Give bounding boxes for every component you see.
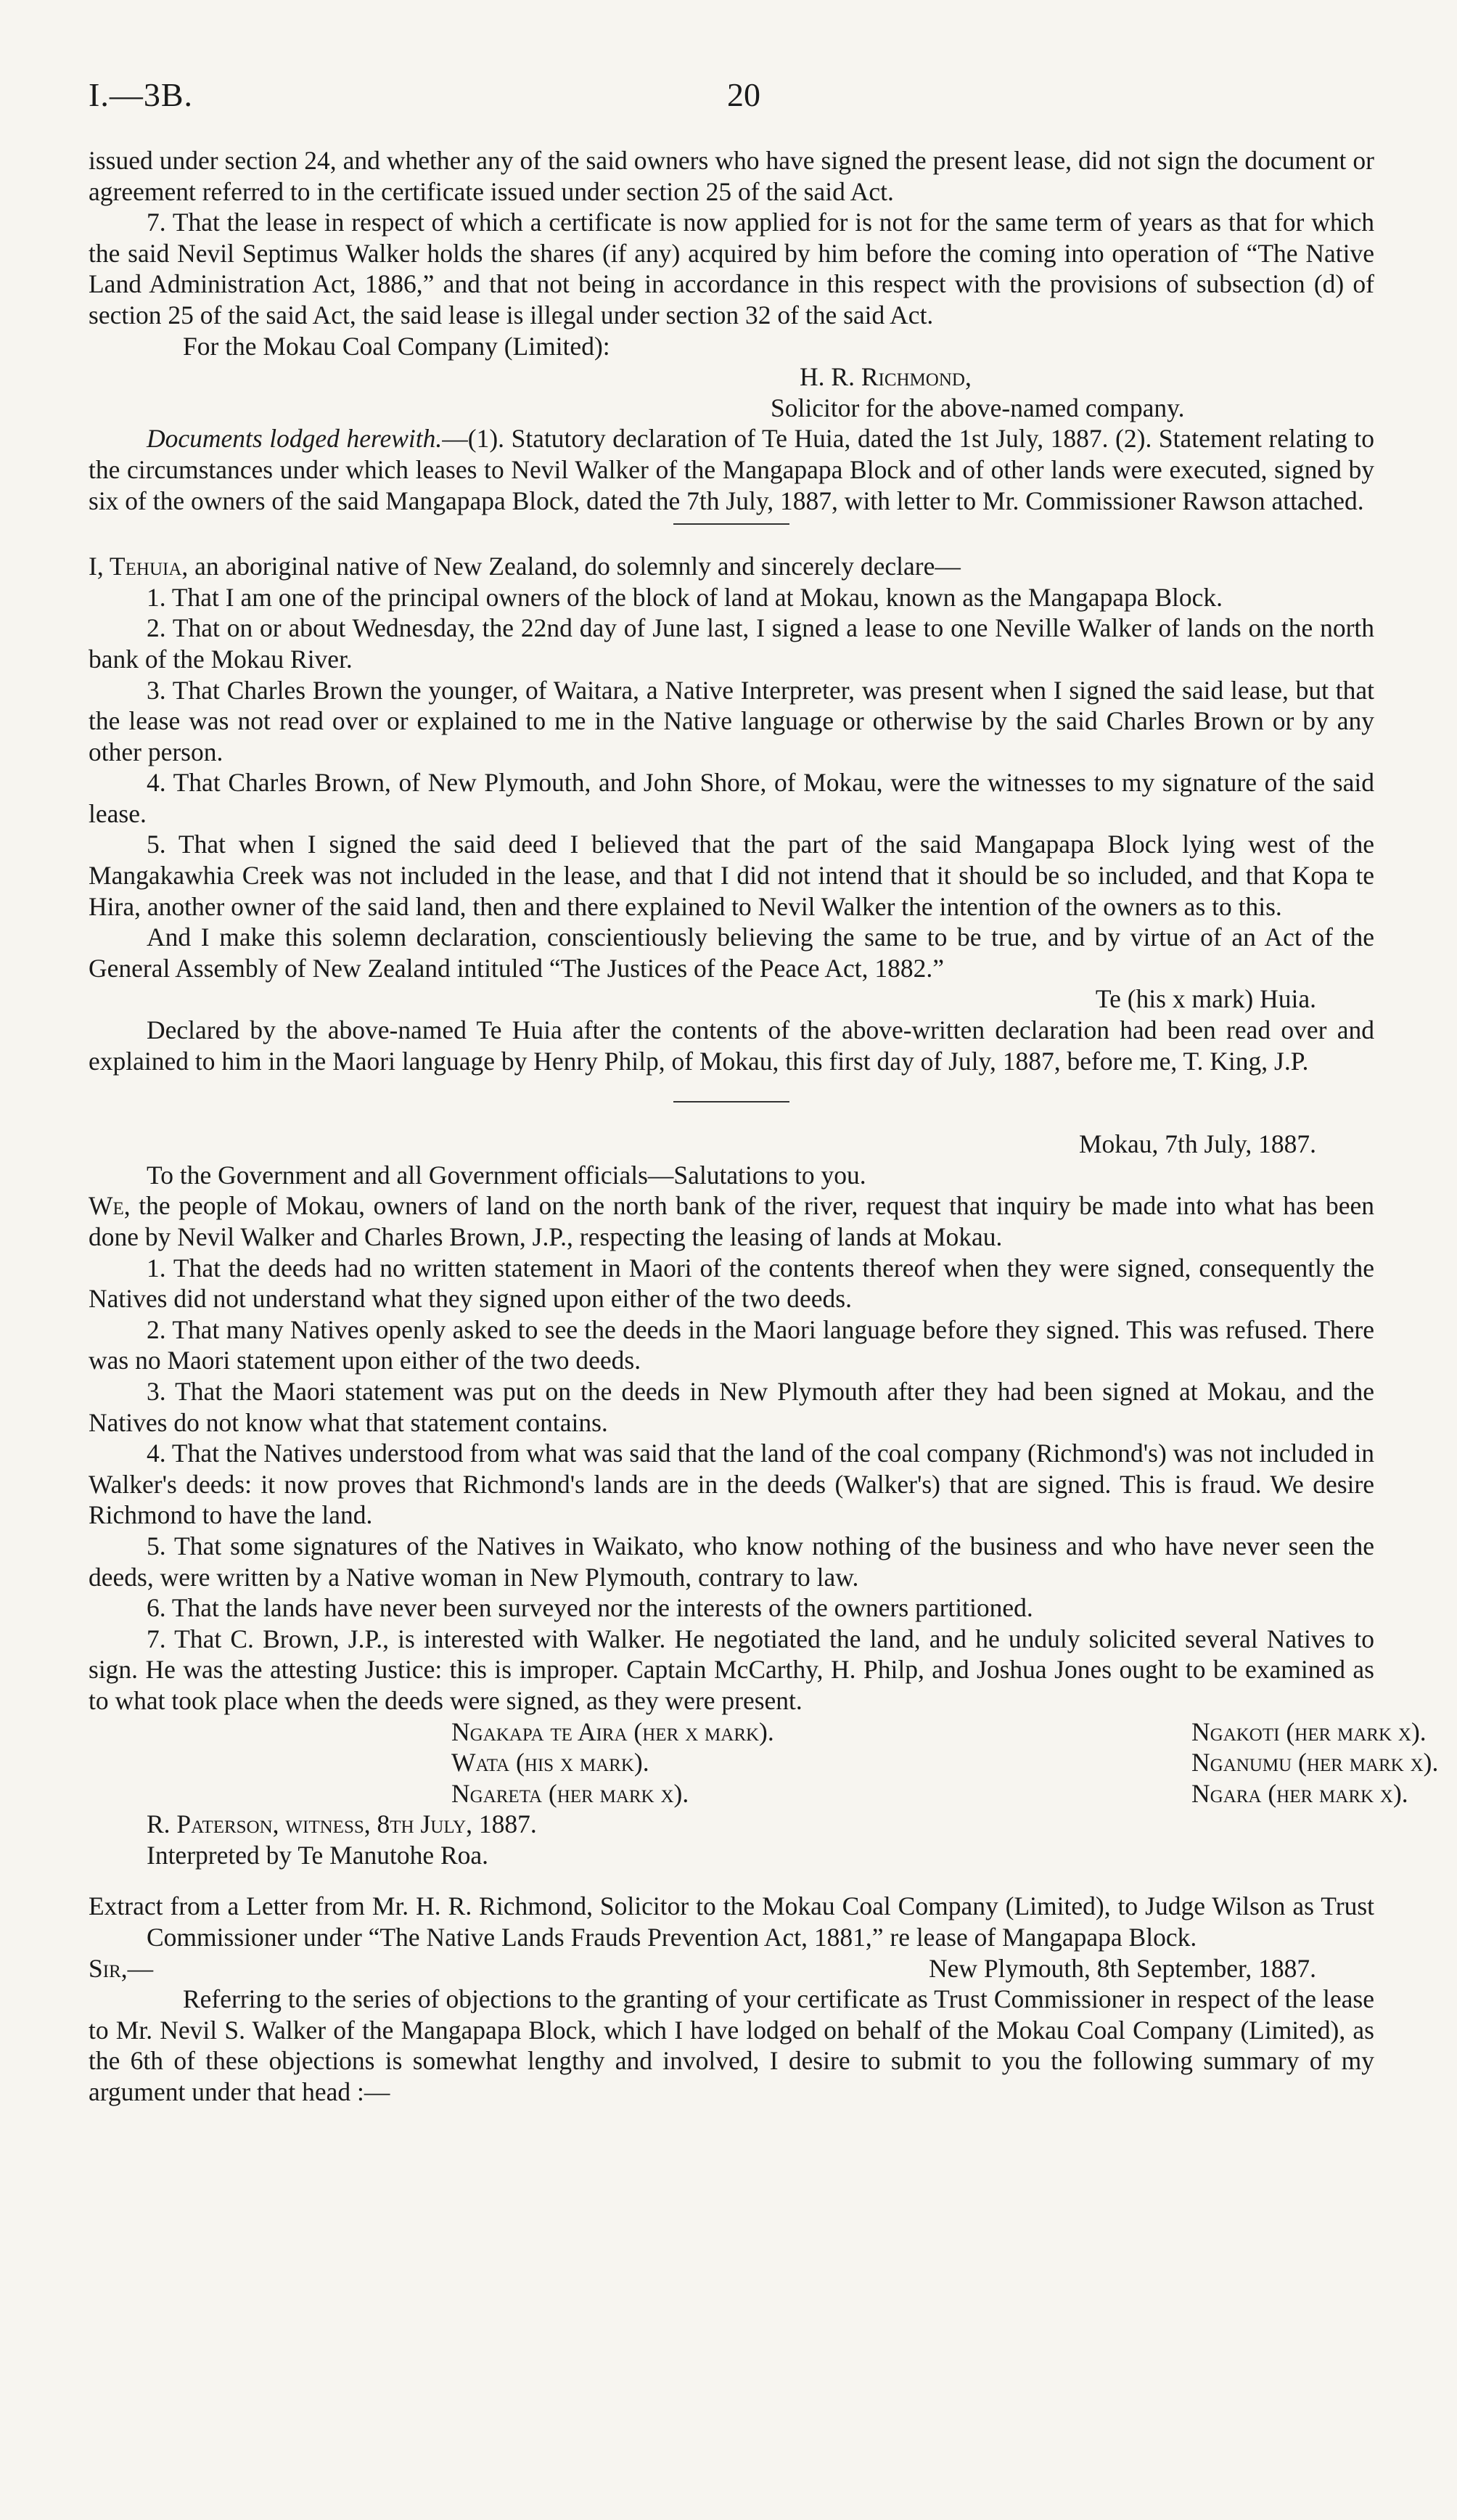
dateline: Mokau, 7th July, 1887. <box>1078 1129 1316 1159</box>
salutation: To the Government and all Government officials—Salutations to you. <box>147 1160 866 1190</box>
petition-item: 1. That the deeds had no written statement in Maori of the contents thereof when they were signed, consequently the Natives did not understand what they signed upon either of the two deeds. <box>89 1253 1374 1314</box>
letter-dateline: New Plymouth, 8th September, 1887. <box>929 1953 1316 1983</box>
petition-item: 7. That C. Brown, J.P., is interested with Walker. He negotiated the land, and he unduly solicited several Natives to sign. He was the attesting Justice: this is improper. Captain McCarthy, H. Philp, and Joshua Jones ought to be examined as to what took place when the deeds were signed, as they were present. <box>89 1624 1374 1715</box>
mark-entry: Nganumu (her mark x). <box>1191 1748 1439 1778</box>
petition-item: 3. That the Maori statement was put on the deeds in New Plymouth after they had been signed at Mokau, and the Natives do not know what that statement contains. <box>89 1376 1374 1437</box>
letter-opening <box>89 1953 1374 1984</box>
section-divider <box>673 1101 789 1102</box>
solemn-declaration: And I make this solemn declaration, conscientiously believing the same to be true, and by virtue of an Act of the General Assembly of New Zealand intituled “The Justices of the Peace Act, 1882.” <box>89 922 1374 983</box>
mark-signature: Te (his x mark) Huia. <box>1095 984 1316 1014</box>
declaration-intro: I, Tehuia, an aboriginal native of New Zealand, do solemnly and sincerely declare— <box>89 552 961 581</box>
company-line: For the Mokau Coal Company (Limited): <box>183 331 610 361</box>
mark-entry: Ngareta (her mark x). <box>451 1778 689 1808</box>
document-reference: I.—3B. <box>89 76 193 113</box>
documents-lodged: Documents lodged herewith.—(1). Statutory declaration of Te Huia, dated the 1st July, 1887. (2). Statement relating to the circumstances under which leases to Nevil Walker of the Mangapapa Block and of other lands were executed, signed by six of the owners of the said Mangapapa Block, dated the 7th July, 1887, with letter to Mr. Commissioner Rawson attached. <box>89 424 1374 515</box>
letter-body: Referring to the series of objections to the granting of your certificate as Trust Commissioner in respect of the lease to Mr. Nevil S. Walker of the Mangapapa Block, which I have lodged on behalf of the Mokau Coal Company (Limited), as the 6th of these objections is somewhat lengthy and involved, I desire to submit to you the following summary of my argument under that head :— <box>89 1984 1374 2107</box>
declared-before: Declared by the above-named Te Huia after the contents of the above-written declaration had been read over and explained to him in the Maori language by Henry Philp, of Mokau, this first day of July, 1887, before me, T. King, J.P. <box>89 1015 1374 1076</box>
salutation-sir: Sir,— <box>89 1953 154 1983</box>
spacer <box>89 1870 1374 1891</box>
interpreter-line: Interpreted by Te Manutohe Roa. <box>147 1840 489 1870</box>
mark-entry: Ngakapa te Aira (her x mark). <box>451 1717 774 1746</box>
signatory-marks <box>451 1717 1439 1809</box>
signatory-name: H. R. Richmond, <box>800 362 972 392</box>
document-body <box>89 145 1439 2108</box>
section-divider <box>673 523 789 525</box>
mark-entry: Ngara (her mark x). <box>1191 1778 1408 1808</box>
page-number: 20 <box>727 76 760 113</box>
signatory-title: Solicitor for the above-named company. <box>771 393 1185 422</box>
declaration-item: 3. That Charles Brown the younger, of Waitara, a Native Interpreter, was present when I signed the said lease, but that the lease was not read over or explained to me in the Native language or otherwise by the said Charles Brown or by any other person. <box>89 675 1374 766</box>
petition-item: 2. That many Natives openly asked to see the deeds in the Maori language before they signed. This was refused. There was no Maori statement upon either of the two deeds. <box>89 1314 1374 1375</box>
declaration-item: 5. That when I signed the said deed I believed that the part of the said Mangapapa Block lying west of the Mangakawhia Creek was not included in the lease, and that I did not intend that it should be so included, and that Kopa te Hira, another owner of the said land, then and there explained to Nevil Walker the intention of the owners as to this. <box>89 830 1374 921</box>
extract-heading: Extract from a Letter from Mr. H. R. Richmond, Solicitor to the Mokau Coal Company (Limited), to Judge Wilson as Trust Commissioner under “The Native Lands Frauds Prevention Act, 1881,” re lease of Mangapapa Block. <box>89 1891 1374 1952</box>
petition-item: 6. That the lands have never been surveyed nor the interests of the owners partitioned. <box>147 1593 1033 1623</box>
declaration-item: 2. That on or about Wednesday, the 22nd day of June last, I signed a lease to one Neville Walker of lands on the north bank of the Mokau River. <box>89 613 1374 674</box>
witness-line: R. Paterson, witness, 8th July, 1887. <box>147 1809 537 1839</box>
page-header <box>89 75 1380 119</box>
declaration-item: 4. That Charles Brown, of New Plymouth, and John Shore, of Mokau, were the witnesses to my signature of the said lease. <box>89 768 1374 828</box>
petition-item: 5. That some signatures of the Natives in Waikato, who know nothing of the business and who have never seen the deeds, were written by a Native woman in New Plymouth, contrary to law. <box>89 1531 1374 1592</box>
petition-intro: We, the people of Mokau, owners of land on the north bank of the river, request that inquiry be made into what has been done by Nevil Walker and Charles Brown, J.P., respecting the leasing of lands at Mokau. <box>89 1191 1374 1251</box>
documents-label: Documents lodged herewith. <box>147 424 443 454</box>
paragraph: issued under section 24, and whether any of the said owners who have signed the present lease, did not sign the document or agreement referred to in the certificate issued under section 25 of the said Act. <box>89 146 1374 206</box>
declaration-item: 1. That I am one of the principal owners of the block of land at Mokau, known as the Mangapapa Block. <box>147 582 1223 612</box>
petition-item: 4. That the Natives understood from what was said that the land of the coal company (Richmond's) was not included in Walker's deeds: it now proves that Richmond's lands are in the deeds (Walker's) that are signed. This is fraud. We desire Richmond to have the land. <box>89 1439 1374 1530</box>
paragraph: 7. That the lease in respect of which a certificate is now applied for is not for the same term of years as that for which the said Nevil Septimus Walker holds the shares (if any) acquired by him before the coming into operation of “The Native Land Administration Act, 1886,” and that not being in accordance in this respect with the provisions of subsection (d) of section 25 of the said Act, the said lease is illegal under section 32 of the said Act. <box>89 208 1374 330</box>
mark-entry: Wata (his x mark). <box>451 1748 649 1778</box>
mark-entry: Ngakoti (her mark x). <box>1191 1717 1427 1746</box>
